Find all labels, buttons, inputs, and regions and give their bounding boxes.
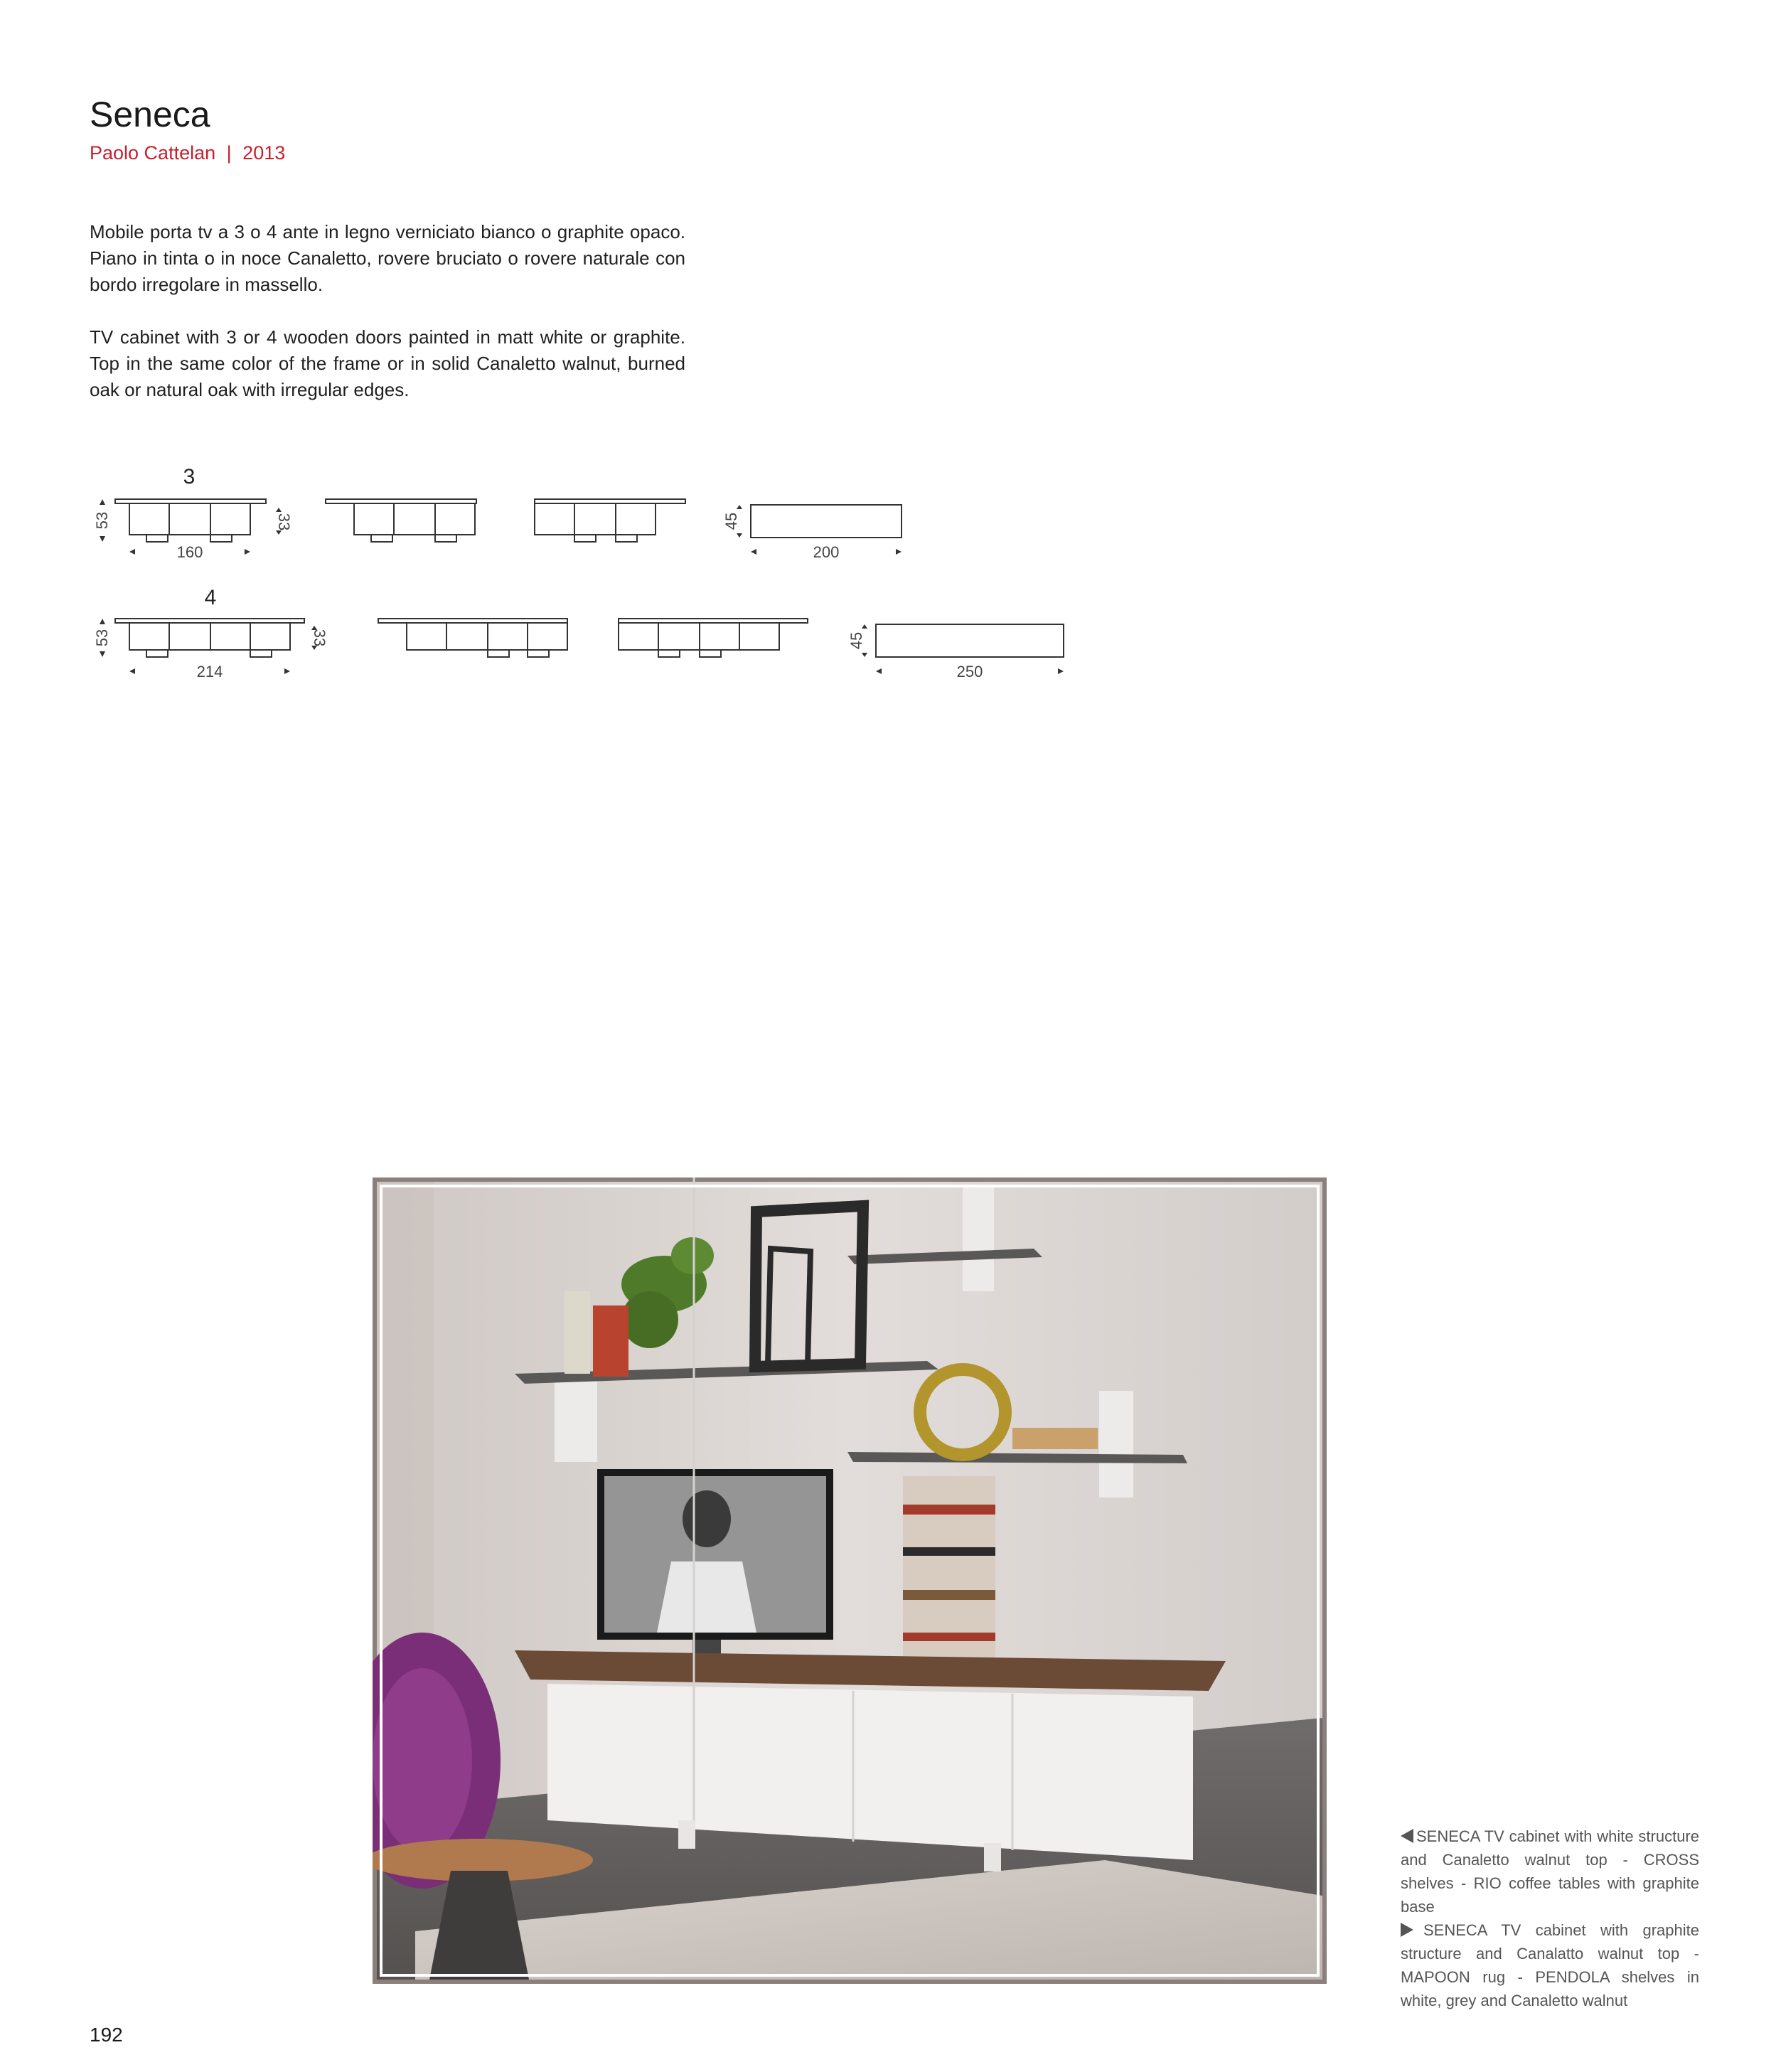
drawing-4-top [876,624,1064,657]
dim-3-width: 160 [176,543,203,561]
product-photo [373,1177,1327,1984]
triangle-left-icon [1401,1829,1413,1843]
drawing-3-top [751,505,902,538]
description-italian: Mobile porta tv a 3 o 4 ante in legno verniciato bianco o graphite opaco. Piano in tinta o in noce Canaletto, rovere bruciato o rovere naturale con bordo irregolare in massello. [90,221,685,295]
description-english: TV cabinet with 3 or 4 wooden doors painted in matt white or graphite. Top in the same color of the frame or in solid Canaletto walnut, burned oak or natural oak with irregular edges. [90,326,685,400]
page-number: 192 [90,2024,123,2046]
designer-separator: | [226,142,232,164]
dim-3-base-height: 33 [275,513,293,531]
drawing-3-label: 3 [183,465,196,488]
drawing-4-front [115,619,304,657]
drawing-3-front [115,499,266,542]
caption-second: SENECA TV cabinet with graphite structure and Canalatto walnut top - MAPOON rug - PENDOLA shelves in white, grey and Canaletto walnut [1401,1921,1699,2009]
drawing-3-view-3 [535,499,685,542]
caption-first: SENECA TV cabinet with white structure and Canaletto walnut top - CROSS shelves - RIO coffee tables with graphite base [1401,1827,1699,1916]
design-year: 2013 [242,142,286,164]
dimension-arrows [100,499,1064,674]
dim-3-height: 53 [93,511,111,530]
drawing-4-view-2 [378,619,567,657]
dim-4-top-height: 45 [847,631,865,650]
photo-caption [1401,1825,1699,2012]
drawing-4-view-3 [619,619,808,657]
dim-3-top-width: 200 [813,543,840,561]
dim-4-width: 214 [196,663,223,680]
drawing-4-label: 4 [204,586,217,609]
technical-drawings [85,455,1081,690]
dim-4-top-width: 250 [956,663,983,680]
book-stack [903,1476,995,1661]
designer-year [90,142,285,164]
dim-4-base-height: 33 [311,629,328,647]
television [597,1469,833,1661]
drawing-3-view-2 [326,499,476,542]
product-title: Seneca [90,95,210,134]
dim-4-height: 53 [93,629,111,647]
designer-name: Paolo Cattelan [90,142,216,164]
dim-3-top-height: 45 [722,512,740,530]
triangle-right-icon [1401,1923,1413,1937]
